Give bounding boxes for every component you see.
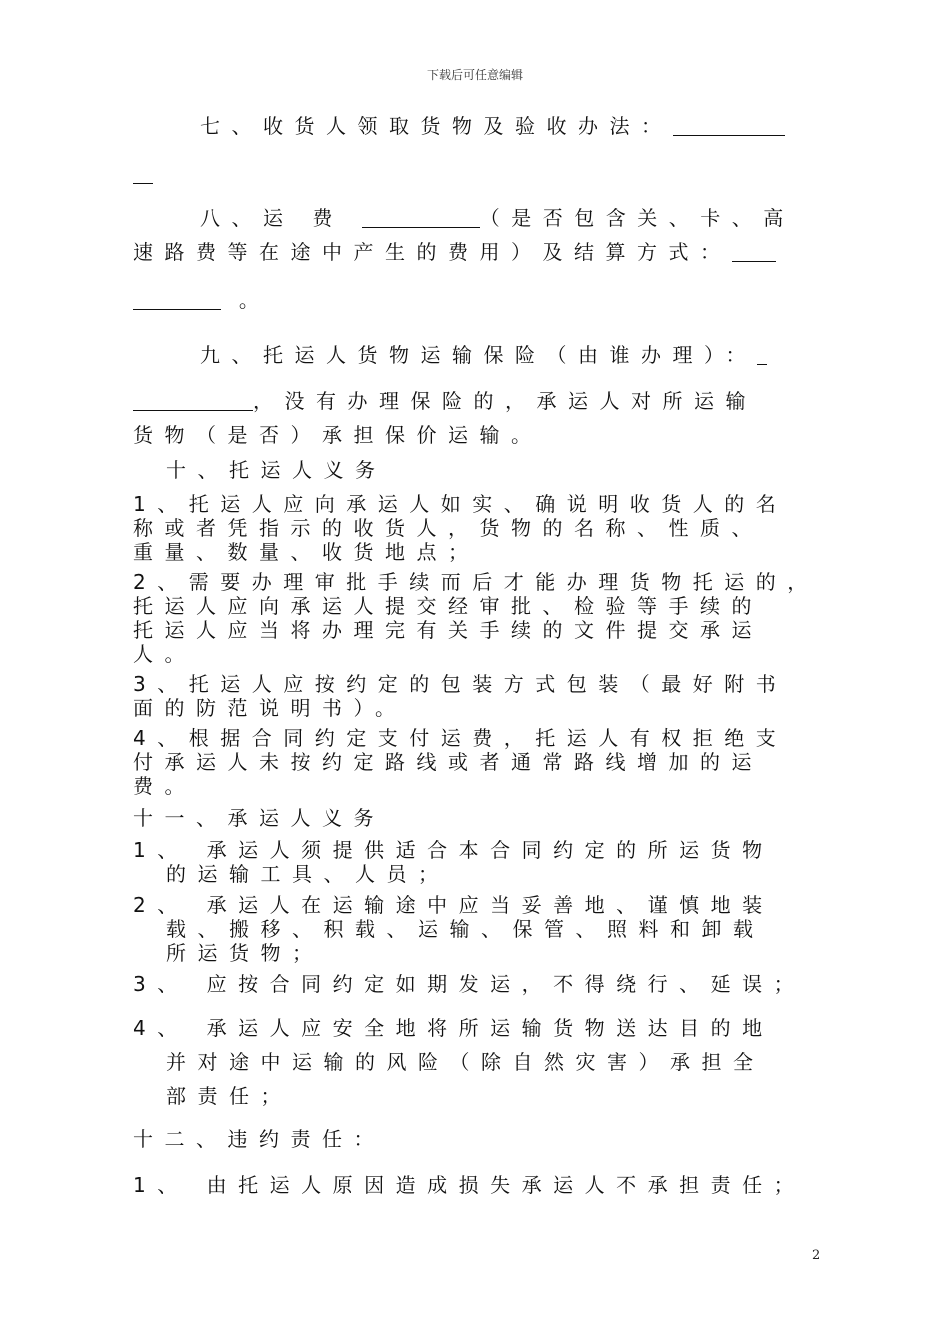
section-heading: 十二、违约责任： [133,1127,385,1151]
text-line [133,162,153,186]
text-line: 付承运人未按约定路线或者通常路线增加的运 [133,750,763,774]
section-heading: 十一、承运人义务 [133,806,385,830]
text-line: 3、托运人应按约定的包装方式包装（最好附书 [133,672,788,696]
text-line: 货物（是否）承担保价运输。 [133,423,543,447]
fill-blank[interactable] [757,346,767,365]
text-line: 部责任； [166,1084,292,1108]
text-line: 2、 承运人在运输途中应当妥善地、谨慎地装 [133,893,774,917]
text-line: 七、收货人领取货物及验收办法： [200,114,785,138]
text-line: 速路费等在途中产生的费用）及结算方式： [133,240,776,264]
text-line: 的运输工具、人员； [166,862,450,886]
text-line: 并对途中运输的风险（除自然灾害）承担全 [166,1050,765,1074]
fill-blank[interactable] [732,243,776,262]
text-line: 4、 承运人应安全地将所运输货物送达目的地 [133,1016,774,1040]
text-line: 重量、数量、收货地点； [133,540,480,564]
text-line: 称或者凭指示的收货人，货物的名称、性质、 [133,516,763,540]
fill-blank[interactable] [133,291,221,310]
text-line: 2、需要办理审批手续而后才能办理货物托运的， [133,570,819,594]
fill-blank[interactable] [133,392,253,411]
fill-blank[interactable] [133,165,153,184]
text-line: 载、搬移、积载、运输、保管、照料和卸载 [166,917,765,941]
text-line: 托运人应当将办理完有关手续的文件提交承运 [133,618,763,642]
text-line: ，没有办理保险的，承运人对所运输 [133,389,757,413]
text-line: 。 [133,288,270,312]
text-line: 1、 由托运人原因造成损失承运人不承担责任； [133,1173,806,1197]
text-line: 人。 [133,642,196,666]
text-line: 面的防范说明书）。 [133,696,407,720]
section-heading: 十、托运人义务 [166,458,387,482]
text-line: 八、运 费 （是否包含关、卡、高 [200,206,795,230]
text-line: 4、根据合同约定支付运费，托运人有权拒绝支 [133,726,788,750]
text-line: 所运货物； [166,941,324,965]
text-line: 1、 承运人须提供适合本合同约定的所运货物 [133,838,774,862]
page-header: 下载后可任意编辑 [426,68,523,82]
text-line: 1、托运人应向承运人如实、确说明收货人的名 [133,492,788,516]
fill-blank[interactable] [362,209,480,228]
text-line: 3、 应按合同约定如期发运，不得绕行、延误； [133,972,806,996]
text-line: 托运人应向承运人提交经审批、检验等手续的 [133,594,763,618]
text-line: 费。 [133,774,196,798]
text-line: 九、托运人货物运输保险（由谁办理）： [200,343,767,367]
page-number: 2 [812,1248,821,1263]
fill-blank[interactable] [673,117,785,136]
